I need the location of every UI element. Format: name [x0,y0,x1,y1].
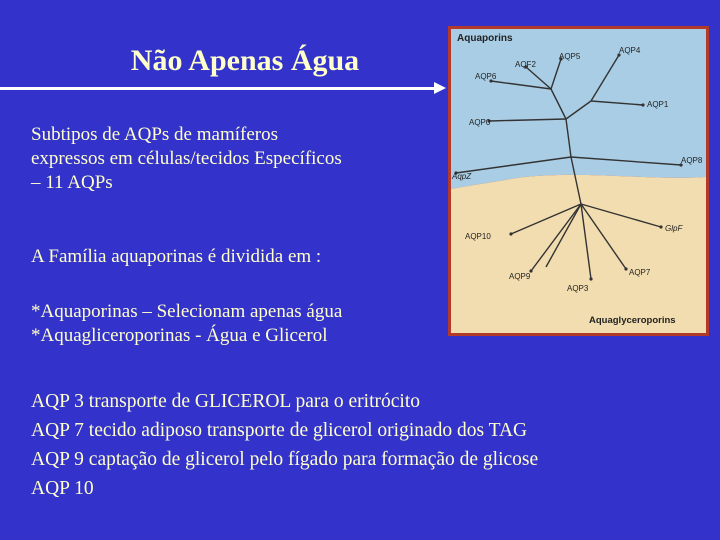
text-line: AQP 10 [31,478,94,499]
title-underline [0,87,436,90]
aquaporin-tree-figure [448,26,709,336]
figure-title-aquaglyceroporins: Aquaglyceroporins [589,315,676,326]
slide-title: Não Apenas Água [130,44,360,77]
tree-label-aqp7: AQP7 [629,268,651,277]
tree-label-aqp9: AQP9 [509,272,531,281]
tree-label-aqp0: AQP0 [469,118,491,127]
text-line: AQP 7 tecido adiposo transporte de glicerol originado dos TAG [31,420,528,441]
text-line: Subtipos de AQPs de mamíferos [31,124,278,145]
tree-label-aqp10: AQP10 [465,232,491,241]
phylogenetic-tree [451,29,706,333]
tree-label-aqp3: AQP3 [567,284,589,293]
tree-label-aqp1: AQP1 [647,100,669,109]
text-line: AQP 9 captação de glicerol pelo fígado para formação de glicose [31,449,539,470]
text-line: *Aquaporinas – Selecionam apenas água [31,301,343,322]
text-line: expressos em células/tecidos Específicos [31,148,342,169]
paragraph-family: A Família aquaporinas é dividida em : [31,246,322,267]
paragraph-aqp-functions [31,387,538,503]
tree-label-aqp4: AQP4 [619,46,641,55]
tree-label-aqp8: AQP8 [681,156,703,165]
text-line: – 11 AQPs [31,172,113,193]
tree-label-glpf: GlpF [665,224,683,233]
text-line: *Aquagliceroporinas - Água e Glicerol [31,325,328,346]
paragraph-classes [31,300,342,348]
paragraph-subtypes [31,123,342,195]
tree-label-aqp5: AQP5 [559,52,581,61]
underline-arrowhead [434,82,446,94]
tree-label-aqp6: AQP6 [475,72,497,81]
tree-label-aqf2: AQF2 [515,60,536,69]
aquaglyceroporins-region [451,175,706,333]
text-line: AQP 3 transporte de GLICEROL para o eritrócito [31,391,420,412]
tree-label-aqpz: AqpZ [452,172,472,181]
figure-title-aquaporins: Aquaporins [457,33,513,44]
